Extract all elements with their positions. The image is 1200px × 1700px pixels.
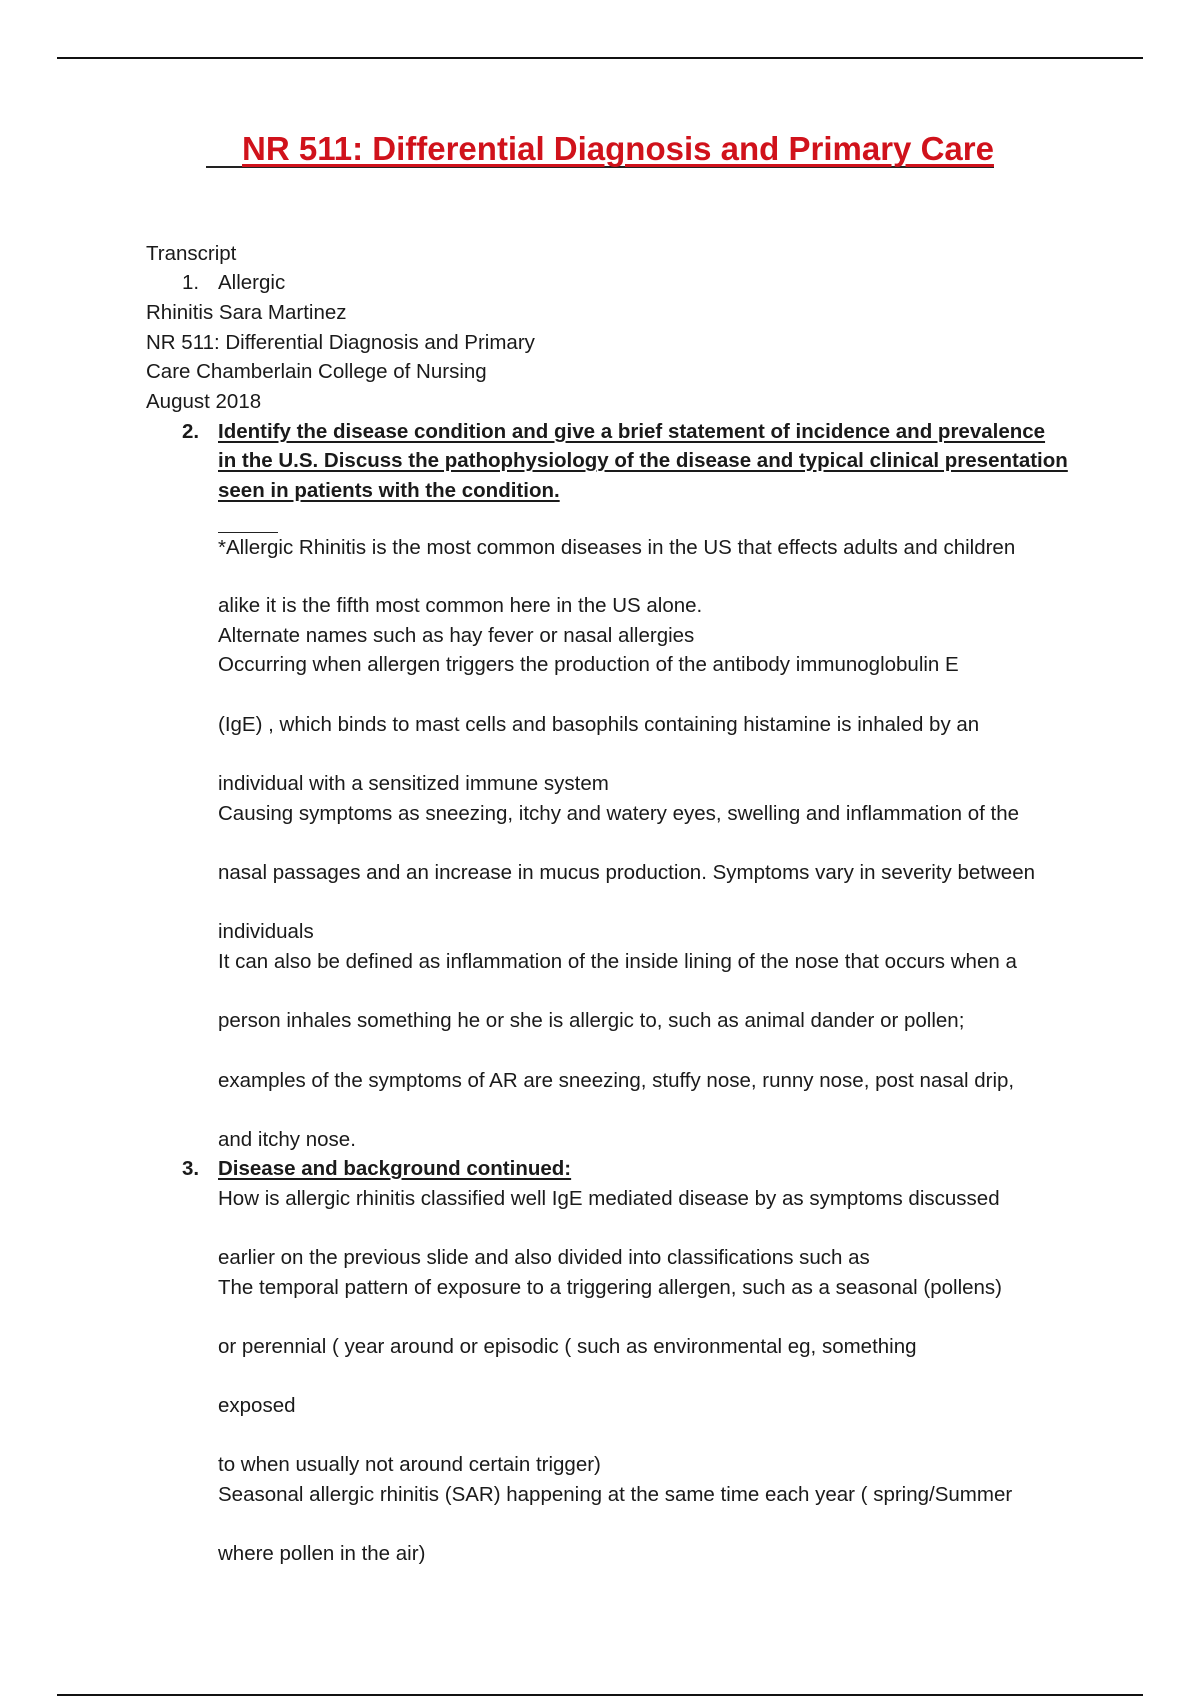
bottom-rule (57, 1694, 1143, 1696)
title-block (0, 132, 1200, 168)
body-line: (IgE) , which binds to mast cells and basophils containing histamine is inhaled by an (218, 713, 980, 736)
body-line: Causing symptoms as sneezing, itchy and watery eyes, swelling and inflammation of the (218, 802, 1020, 825)
body-line: It can also be defined as inflammation of the inside lining of the nose that occurs when a (218, 950, 1017, 973)
header-line: Transcript (146, 242, 237, 265)
body-line: to when usually not around certain trigger) (218, 1453, 601, 1476)
body-line: individual with a sensitized immune system (218, 772, 609, 795)
body-line: person inhales something he or she is allergic to, such as animal dander or pollen; (218, 1009, 965, 1032)
body-line: or perennial ( year around or episodic ( such as environmental eg, something (218, 1335, 917, 1358)
body-line: individuals (218, 920, 314, 943)
body-line: examples of the symptoms of AR are sneezing, stuffy nose, runny nose, post nasal drip, (218, 1069, 1015, 1092)
body-line: and itchy nose. (218, 1128, 356, 1151)
body-line: Alternate names such as hay fever or nasal allergies (218, 624, 695, 647)
body-line: exposed (218, 1394, 296, 1417)
body-line: nasal passages and an increase in mucus production. Symptoms vary in severity between (218, 861, 1036, 884)
body-line: Seasonal allergic rhinitis (SAR) happening at the same time each year ( spring/Summer (218, 1483, 1013, 1506)
body-line: where pollen in the air) (218, 1542, 426, 1565)
header-line: NR 511: Differential Diagnosis and Primary (146, 331, 535, 354)
header-line: Rhinitis Sara Martinez (146, 301, 347, 324)
list-number: 3. (182, 1157, 200, 1180)
body-line: *Allergic Rhinitis is the most common diseases in the US that effects adults and children (218, 536, 1016, 559)
body-line: Occurring when allergen triggers the production of the antibody immunoglobulin E (218, 653, 959, 676)
body-line: The temporal pattern of exposure to a triggering allergen, such as a seasonal (pollens) (218, 1276, 1003, 1299)
header-line: Care Chamberlain College of Nursing (146, 360, 487, 383)
list-number: 2. (182, 420, 200, 443)
list-item-text: Allergic (218, 271, 286, 294)
body-line: How is allergic rhinitis classified well IgE mediated disease by as symptoms discussed (218, 1187, 1000, 1210)
section-heading: Identify the disease condition and give a brief statement of incidence and prevalence (218, 420, 1046, 443)
list-number: 1. (182, 271, 200, 294)
header-line: August 2018 (146, 390, 262, 413)
top-rule (57, 57, 1143, 59)
body-line: alike it is the fifth most common here in the US alone. (218, 594, 703, 617)
section-heading: Disease and background continued: (218, 1157, 572, 1180)
document-title: NR 511: Differential Diagnosis and Primary Care (206, 132, 994, 168)
section-heading: seen in patients with the condition. (218, 479, 560, 502)
short-rule (218, 532, 278, 533)
section-heading: in the U.S. Discuss the pathophysiology of the disease and typical clinical presentation (218, 449, 1068, 472)
body-line: earlier on the previous slide and also divided into classifications such as (218, 1246, 870, 1269)
